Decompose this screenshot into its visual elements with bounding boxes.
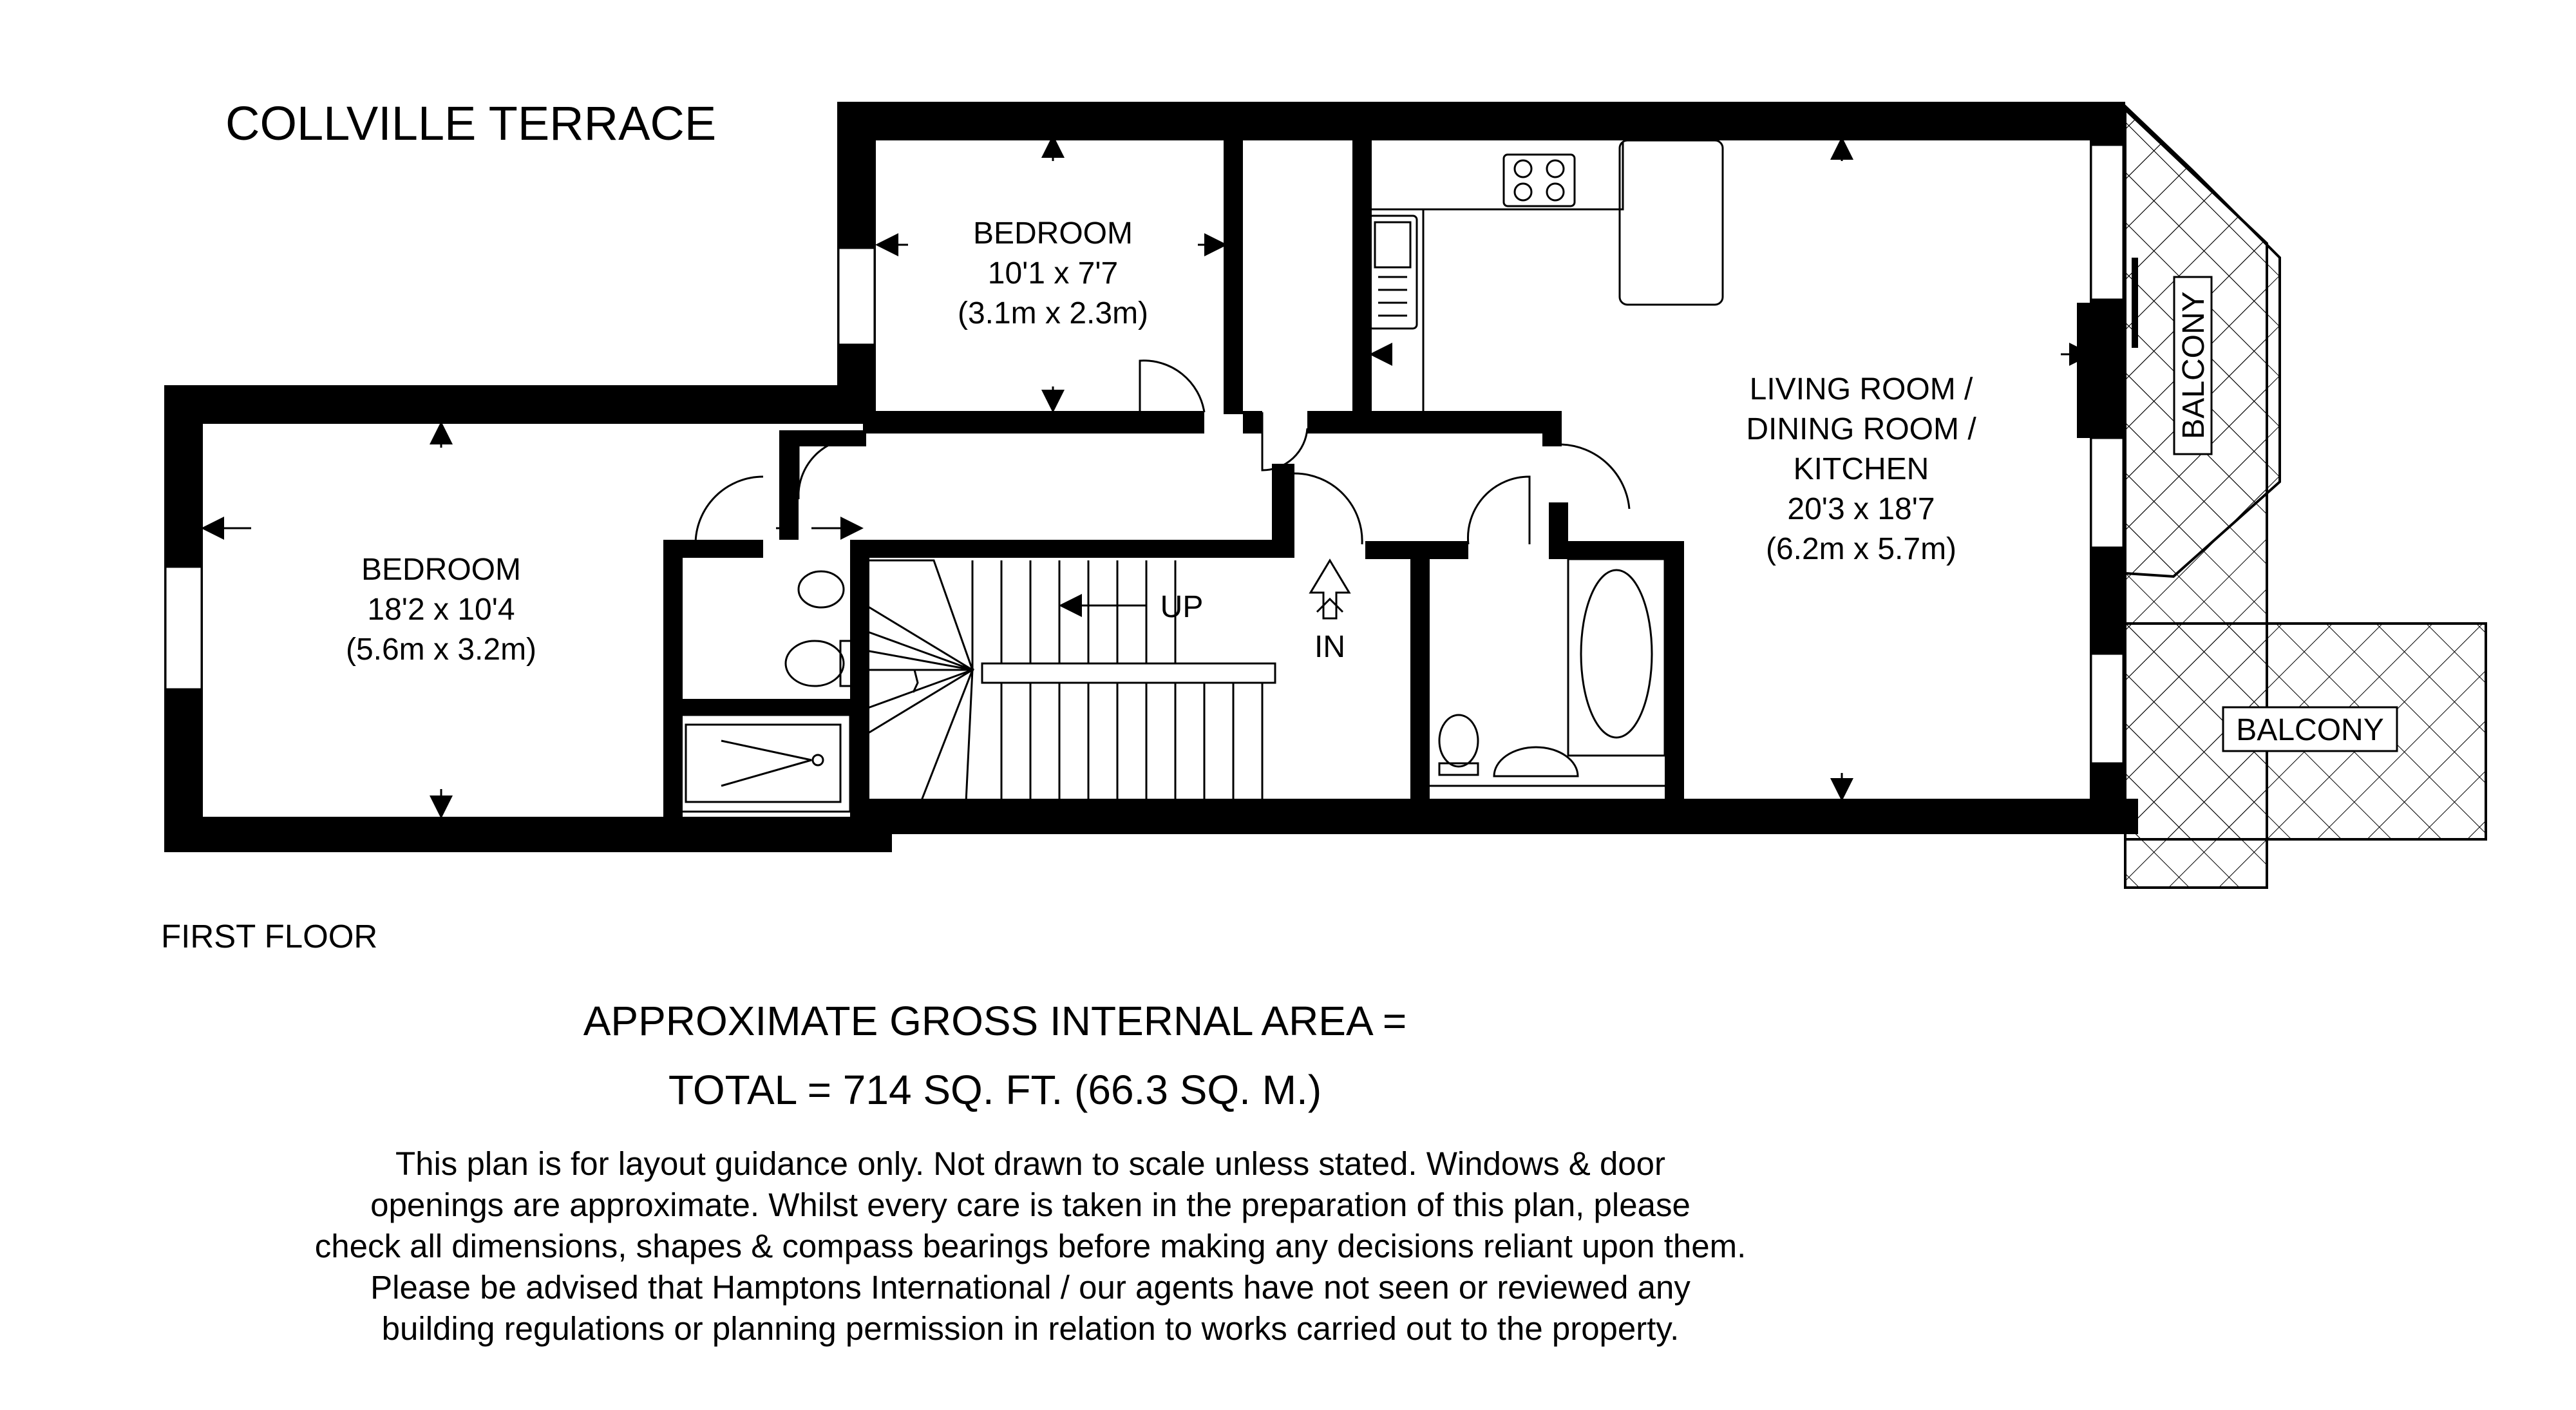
kitchen-units	[1368, 140, 1723, 412]
disclaimer-line: openings are approximate. Whilst every care is taken in the preparation of this plan, please	[370, 1186, 1690, 1223]
room-name-living-line-1: LIVING ROOM /	[1749, 372, 1973, 406]
room-size-living-imperial: 20'3 x 18'7	[1787, 492, 1935, 526]
disclaimer	[0, 1143, 2061, 1349]
disclaimer-line: building regulations or planning permission in relation to works carried out to the property.	[381, 1310, 1680, 1347]
room-name-living-line-2: DINING ROOM /	[1746, 412, 1976, 446]
door-marker	[2132, 258, 2138, 348]
disclaimer-line: This plan is for layout guidance only. Not drawn to scale unless stated. Windows & door	[395, 1145, 1666, 1182]
floor-label: FIRST FLOOR	[161, 918, 378, 955]
entrance-arrow-icon	[1311, 560, 1349, 618]
area-total: TOTAL = 714 SQ. FT. (66.3 SQ. M.)	[668, 1067, 1322, 1113]
disclaimer-line: check all dimensions, shapes & compass bearings before making any decisions reliant upon them.	[314, 1228, 1747, 1264]
room-name-bedroom-1: BEDROOM	[972, 216, 1133, 251]
room-size-bedroom-1-metric: (3.1m x 2.3m)	[957, 296, 1149, 330]
disclaimer-line: Please be advised that Hamptons International / our agents have not seen or reviewed any	[370, 1269, 1690, 1306]
room-size-living-metric: (6.2m x 5.7m)	[1765, 532, 1957, 566]
property-title: COLLVILLE TERRACE	[225, 97, 717, 150]
room-name-living-line-3: KITCHEN	[1793, 452, 1929, 486]
balcony-label-bottom: BALCONY	[2236, 713, 2384, 747]
room-name-bedroom-2: BEDROOM	[361, 553, 522, 587]
interior-walls	[663, 140, 1684, 824]
room-size-bedroom-2-imperial: 18'2 x 10'4	[367, 593, 515, 627]
balcony-label-side: BALCONY	[2177, 291, 2211, 439]
entrance-label: IN	[1314, 630, 1345, 664]
room-size-bedroom-1-imperial: 10'1 x 7'7	[987, 256, 1119, 291]
room-size-bedroom-2-metric: (5.6m x 3.2m)	[345, 633, 537, 667]
staircase	[866, 560, 1275, 802]
area-heading: APPROXIMATE GROSS INTERNAL AREA =	[583, 998, 1407, 1044]
stairs-up-label: UP	[1160, 590, 1204, 624]
